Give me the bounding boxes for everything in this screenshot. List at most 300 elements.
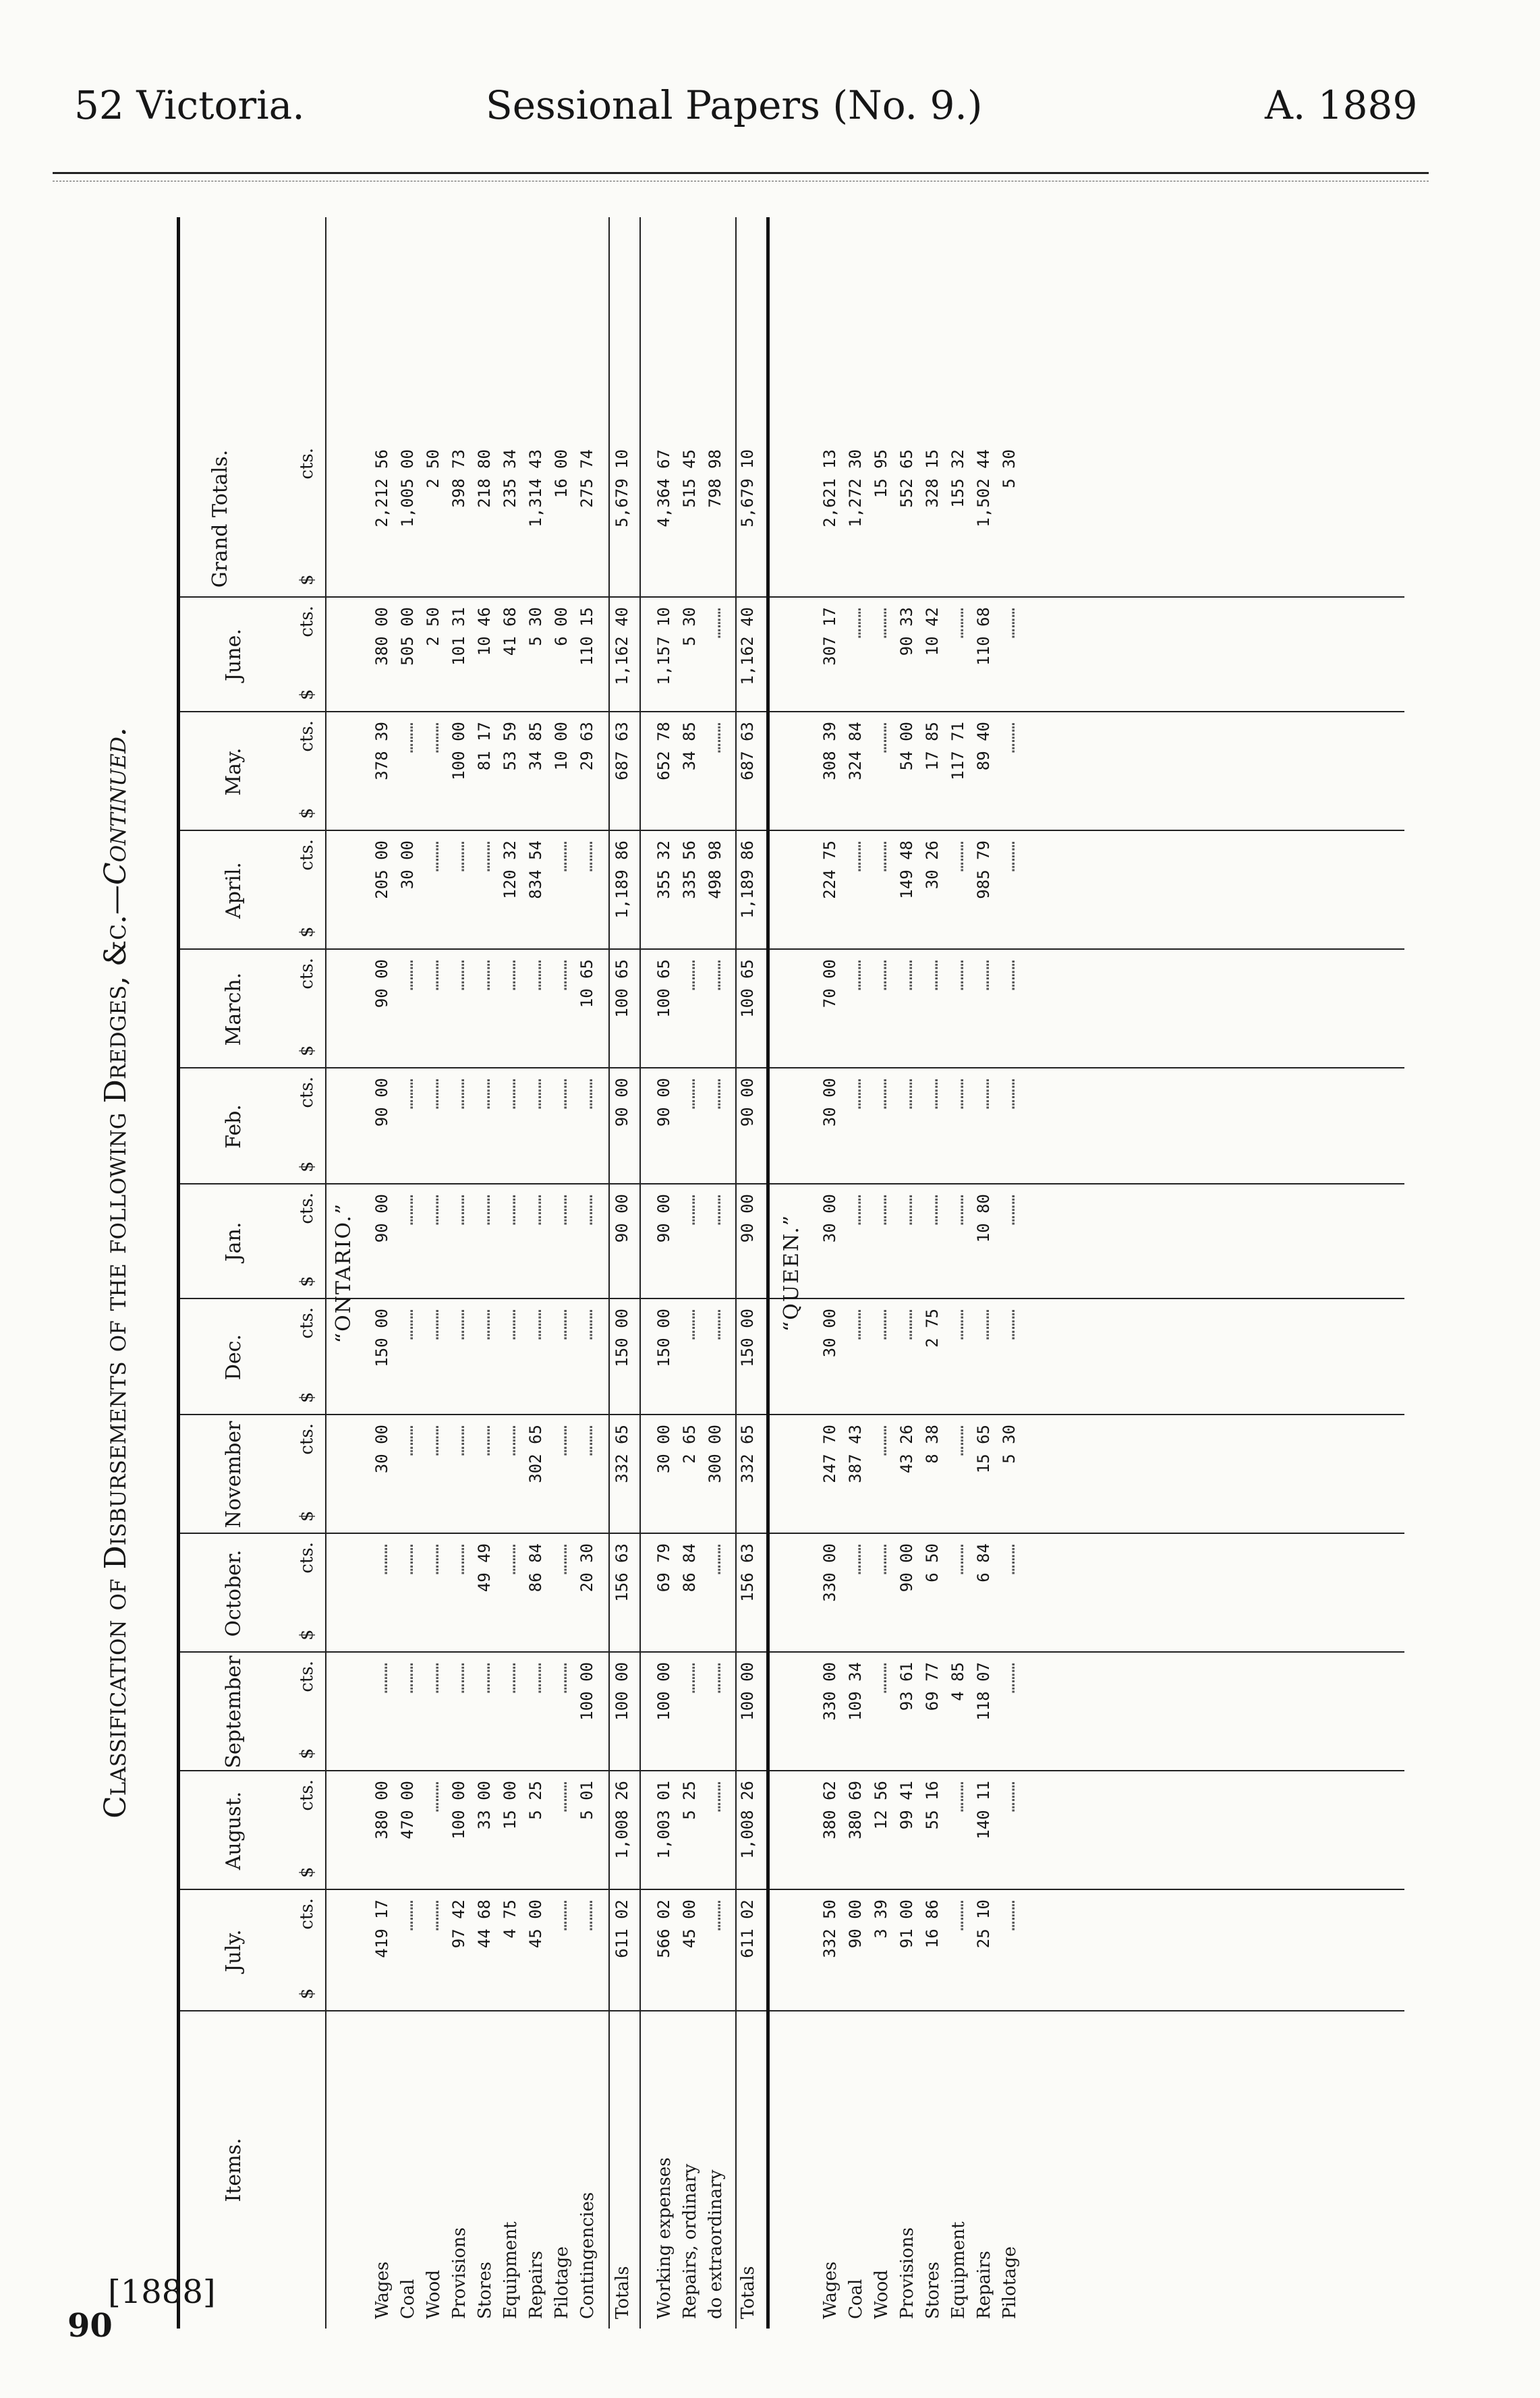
table-cell: 611 02 [612,1900,631,1958]
table-cell: 308 39 [820,722,839,780]
unit-row [291,1771,322,1890]
table-cell: ……… [897,1309,916,1340]
table-cell: ……… [552,1078,571,1110]
unit-row [291,950,322,1068]
unit-row [291,831,322,950]
dollar-label: $ [297,1629,317,1640]
unit-row [291,712,322,831]
table-cell: 44 68 [475,1900,494,1949]
table-cell: ……… [552,959,571,991]
table-cell: ……… [872,1078,890,1110]
table-cell: 332 65 [612,1425,631,1483]
table-cell: 1,005 00 [398,449,417,527]
column-header-label: Feb. [222,1104,246,1149]
row-label: Equipment [948,2221,969,2319]
table-cell: ……… [501,1425,519,1456]
table-cell: ……… [475,1425,494,1456]
cents-label: cts. [297,606,317,637]
table-cell: ……… [552,1781,571,1812]
table-cell: 302 65 [526,1425,545,1483]
row-label: Repairs [526,2250,546,2319]
table-cell: 4 75 [501,1900,519,1939]
dollar-label: $ [297,1866,317,1878]
table-cell: ……… [398,1309,417,1340]
table-cell: 330 00 [820,1662,839,1721]
table-title [89,217,143,2329]
table-cell: ……… [398,959,417,991]
rotated-table-region [89,217,1410,2329]
table-cell: 33 00 [475,1781,494,1830]
table-cell: ……… [1000,1078,1019,1110]
row-label: do extraordinary [706,2169,726,2319]
table-cell: 30 00 [820,1309,839,1358]
row-label: Provisions [897,2227,917,2319]
cents-label: cts. [297,1307,317,1339]
table-cell: 45 00 [526,1900,545,1949]
table-cell: 93 61 [897,1662,916,1711]
table-cell: ……… [552,1194,571,1226]
table-cell: ……… [398,722,417,753]
table-cell: ……… [948,959,967,991]
table-cell: ……… [923,959,942,991]
table-cell: 1,008 26 [612,1781,631,1859]
column-header [177,1415,291,1534]
cents-label: cts. [297,839,317,871]
table-cell: 6 84 [974,1543,993,1582]
table-cell: ……… [475,959,494,991]
row-label: Contingencies [577,2192,598,2319]
table-cell: 398 73 [449,449,468,508]
table-cell: 90 00 [612,1194,631,1243]
row-label: Wages [372,2261,393,2319]
header-right: A. 1889 [1265,82,1418,128]
table-cell: ……… [475,1662,494,1694]
table-cell: 100 00 [449,722,468,780]
row-label: Working expenses [654,2157,675,2319]
table-cell: 1,272 30 [846,449,865,527]
table-cell: 34 85 [680,722,699,771]
table-cell: ……… [577,840,596,872]
unit-row [291,1890,322,2011]
table-cell: ……… [1000,722,1019,753]
table-cell: 1,008 26 [738,1781,757,1859]
table-cell: 552 65 [897,449,916,508]
table-cell: 380 69 [846,1781,865,1839]
table-cell: 355 32 [654,840,673,899]
table-cell: ……… [680,1194,699,1226]
table-cell: ……… [680,1309,699,1340]
table-cell: ……… [706,1078,724,1110]
unit-row [291,598,322,712]
table-cell: 86 84 [680,1543,699,1593]
unit-row [291,1415,322,1534]
table-cell: 90 00 [897,1543,916,1593]
cents-label: cts. [297,1077,317,1108]
table-cell: ……… [398,1543,417,1575]
table-cell: 387 43 [846,1425,865,1483]
table-cell: 30 00 [820,1078,839,1127]
table-cell: ……… [974,1309,993,1340]
column-header-label: June. [222,629,246,681]
table-cell: ……… [1000,840,1019,872]
table-cell: 110 68 [974,607,993,666]
table-cell: 86 84 [526,1543,545,1593]
table-cell: 10 42 [923,607,942,656]
table-cell: 100 00 [612,1662,631,1721]
table-cell: ……… [449,1309,468,1340]
table-cell: 611 02 [738,1900,757,1958]
table-cell: ……… [475,1078,494,1110]
table-cell: ……… [424,1662,443,1694]
column-header-label: Jan. [222,1222,246,1262]
row-label: Pilotage [1000,2246,1020,2319]
table-cell: ……… [706,1543,724,1575]
table-cell: 5,679 10 [738,449,757,527]
section-title: “ONTARIO.” [332,1202,355,1344]
table-cell: ……… [1000,1309,1019,1340]
dollar-label: $ [297,1045,317,1056]
table-cell: ……… [846,607,865,639]
table-cell: 118 07 [974,1662,993,1721]
table-cell: ……… [552,1425,571,1456]
column-header-label: July. [222,1929,246,1972]
table-cell: ……… [552,1543,571,1575]
bracket-year: [1888] [108,2273,216,2311]
table-cell: 34 85 [526,722,545,771]
table-cell: ……… [872,1309,890,1340]
table-cell: 100 65 [654,959,673,1018]
table-cell: ……… [577,1309,596,1340]
table-cell: ……… [501,1194,519,1226]
table-cell: 6 00 [552,607,571,646]
table-cell: 30 00 [654,1425,673,1474]
unit-row [291,1299,322,1415]
table-cell: 140 11 [974,1781,993,1839]
table-cell: ……… [526,1194,545,1226]
table-cell: 205 00 [372,840,391,899]
table-cell: 90 00 [372,1078,391,1127]
row-label: Provisions [449,2227,469,2319]
table-cell: 1,162 40 [738,607,757,685]
table-cell: ……… [872,1194,890,1226]
table-cell: 798 98 [706,449,724,508]
table-cell: ……… [449,840,468,872]
table-cell: ……… [424,959,443,991]
dollar-label: $ [297,807,317,819]
table-cell: 99 41 [897,1781,916,1830]
column-header [177,1771,291,1890]
table-cell: ……… [974,1078,993,1110]
column-header [177,831,291,950]
header-left: 52 Victoria. [74,82,305,128]
column-header [177,440,291,598]
table-cell: 1,189 86 [738,840,757,919]
table-cell: ……… [706,1309,724,1340]
table-cell: 69 77 [923,1662,942,1711]
table-cell: ……… [872,840,890,872]
table-cell: ……… [680,1078,699,1110]
table-cell: ……… [526,1662,545,1694]
table-cell: ……… [948,1543,967,1575]
table-cell: ……… [872,722,890,753]
table-cell: ……… [501,1662,519,1694]
table-cell: ……… [398,1194,417,1226]
table-cell: ……… [501,1078,519,1110]
row-label: Wood [424,2270,444,2319]
row-rule [325,217,326,2329]
table-cell: 3 39 [872,1900,890,1939]
column-header-label: November [222,1421,246,1529]
table-cell: 150 00 [612,1309,631,1367]
table-cell: 41 68 [501,607,519,656]
table-cell: 49 49 [475,1543,494,1593]
table-cell: ……… [897,959,916,991]
table-cell: ……… [449,1425,468,1456]
table-cell: 43 26 [897,1425,916,1474]
table-cell: 419 17 [372,1900,391,1958]
table-cell: 687 63 [738,722,757,780]
dollar-label: $ [297,1161,317,1172]
column-header-label: August. [222,1791,246,1871]
header-center: Sessional Papers (No. 9.) [486,82,983,128]
dollar-label: $ [297,1276,317,1287]
table-cell: ……… [1000,1543,1019,1575]
table-cell: ……… [872,959,890,991]
table-cell: 5 30 [680,607,699,646]
table-cell: ……… [846,1194,865,1226]
table-cell: ……… [424,1194,443,1226]
table-cell: ……… [449,1078,468,1110]
table-cell: 110 15 [577,607,596,666]
table-cell: 328 15 [923,449,942,508]
row-label: Stores [475,2261,495,2319]
table-cell: 90 00 [654,1194,673,1243]
section-title: “QUEEN.” [780,1214,803,1332]
disbursements-table [177,217,1404,2329]
table-cell: ……… [552,1309,571,1340]
table-cell: 834 54 [526,840,545,899]
column-header-label: Dec. [222,1334,246,1381]
column-header-label: October. [222,1549,246,1637]
cents-label: cts. [297,958,317,990]
table-cell: ……… [424,840,443,872]
table-cell: 470 00 [398,1781,417,1839]
table-cell: 5 30 [1000,449,1019,488]
table-cell: 324 84 [846,722,865,780]
table-cell: 117 71 [948,722,967,780]
column-header-label: Items. [222,2138,246,2202]
table-cell: 4,364 67 [654,449,673,527]
cents-label: cts. [297,1661,317,1692]
table-cell: 15 95 [872,449,890,498]
table-cell: ……… [552,1900,571,1931]
table-cell: ……… [872,1425,890,1456]
table-cell: ……… [846,840,865,872]
table-cell: ……… [398,1662,417,1694]
table-cell: ……… [475,1194,494,1226]
table-cell: 378 39 [372,722,391,780]
table-cell: 100 00 [577,1662,596,1721]
cents-label: cts. [297,1193,317,1224]
table-cell: 5 25 [680,1781,699,1820]
table-cell: 70 00 [820,959,839,1008]
table-cell: ……… [706,959,724,991]
table-cell: 10 80 [974,1194,993,1243]
table-cell: 30 00 [372,1425,391,1474]
dollar-label: $ [297,1510,317,1522]
table-cell: ……… [449,1194,468,1226]
table-cell: ……… [948,1781,967,1812]
dollar-label: $ [297,1748,317,1759]
table-cell: ……… [449,1662,468,1694]
column-header [177,950,291,1068]
table-cell: ……… [1000,1781,1019,1812]
table-cell: ……… [1000,1194,1019,1226]
table-cell: 1,314 43 [526,449,545,527]
table-cell: 330 00 [820,1543,839,1602]
table-cell: ……… [948,1900,967,1931]
row-label: Stores [923,2261,943,2319]
table-cell: ……… [577,1078,596,1110]
table-cell: 90 00 [372,1194,391,1243]
table-cell: ……… [1000,1900,1019,1931]
table-cell: 687 63 [612,722,631,780]
table-cell: 45 00 [680,1900,699,1949]
table-cell: 20 30 [577,1543,596,1593]
table-cell: ……… [706,1662,724,1694]
table-cell: 109 34 [846,1662,865,1721]
table-cell: ……… [424,722,443,753]
table-cell: ……… [424,1543,443,1575]
column-header [177,1534,291,1653]
table-cell: 150 00 [372,1309,391,1367]
table-cell: 54 00 [897,722,916,771]
table-cell: 156 63 [612,1543,631,1602]
table-cell: ……… [974,959,993,991]
table-cell: 30 26 [923,840,942,890]
row-label: Repairs [974,2250,994,2319]
table-title-continued: —Continued. [98,727,133,915]
table-cell: ……… [948,1194,967,1226]
dollar-label: $ [297,1392,317,1403]
table-cell: 1,502 44 [974,449,993,527]
table-cell: 335 56 [680,840,699,899]
column-header [177,1068,291,1184]
table-cell: 5 30 [526,607,545,646]
table-cell: 6 50 [923,1543,942,1582]
cents-label: cts. [297,448,317,480]
table-cell: 100 00 [449,1781,468,1839]
table-cell: ……… [526,959,545,991]
cents-label: cts. [297,720,317,752]
row-label: Equipment [501,2221,521,2319]
table-cell: 1,003 01 [654,1781,673,1859]
table-cell: ……… [948,1078,967,1110]
table-cell: 90 00 [372,959,391,1008]
table-cell: 149 48 [897,840,916,899]
table-cell: 5 25 [526,1781,545,1820]
table-cell: ……… [1000,959,1019,991]
table-cell: 100 00 [738,1662,757,1721]
table-cell: ……… [424,1781,443,1812]
table-cell: ……… [398,1425,417,1456]
row-rule [735,217,737,2329]
table-cell: ……… [1000,607,1019,639]
table-cell: 235 34 [501,449,519,508]
table-cell: ……… [552,1662,571,1694]
table-cell: 16 86 [923,1900,942,1949]
column-header-label: Grand Totals. [208,449,232,588]
column-header [177,1653,291,1771]
table-cell: 90 00 [738,1194,757,1243]
column-header-label: May. [222,747,246,796]
table-cell: ……… [923,1078,942,1110]
table-cell: ……… [501,959,519,991]
table-cell: ……… [552,840,571,872]
table-cell: ……… [475,1309,494,1340]
table-cell: ……… [424,1425,443,1456]
dollar-label: $ [297,926,317,938]
table-cell: 15 65 [974,1425,993,1474]
table-cell: 97 42 [449,1900,468,1949]
table-cell: 2,621 13 [820,449,839,527]
table-cell: 300 00 [706,1425,724,1483]
row-label: Coal [846,2279,866,2319]
table-cell: 100 65 [738,959,757,1018]
table-cell: ……… [948,1425,967,1456]
table-cell: ……… [526,1309,545,1340]
table-cell: 10 00 [552,722,571,771]
row-label: Totals [612,2266,633,2319]
unit-row [291,1534,322,1653]
table-cell: 275 74 [577,449,596,508]
cents-label: cts. [297,1779,317,1811]
unit-row [291,1184,322,1299]
cents-label: cts. [297,1898,317,1930]
table-cell: 69 79 [654,1543,673,1593]
table-cell: 224 75 [820,840,839,899]
table-cell: 30 00 [398,840,417,890]
table-cell: ……… [897,1078,916,1110]
table-cell: ……… [372,1543,391,1575]
table-cell: 12 56 [872,1781,890,1830]
table-cell: ……… [897,1194,916,1226]
table-cell: ……… [846,1543,865,1575]
table-cell: 29 63 [577,722,596,771]
table-cell: ……… [577,1425,596,1456]
table-cell: ……… [706,1900,724,1931]
table-cell: 91 00 [897,1900,916,1949]
table-cell: 10 46 [475,607,494,656]
table-cell: 380 00 [372,607,391,666]
table-cell: ……… [948,1309,967,1340]
table-cell: ……… [872,1662,890,1694]
table-cell: ……… [1000,1662,1019,1694]
table-cell: ……… [424,1900,443,1931]
row-label: Totals [738,2266,758,2319]
dollar-label: $ [297,1988,317,1999]
cents-label: cts. [297,1423,317,1455]
table-cell: ……… [846,1309,865,1340]
table-cell: 4 85 [948,1662,967,1701]
table-cell: 25 10 [974,1900,993,1949]
row-rule [177,217,180,2329]
table-cell: 2 50 [424,607,443,646]
table-cell: ……… [680,959,699,991]
header-rule [53,172,1429,174]
table-cell: ……… [424,1309,443,1340]
table-cell: 156 63 [738,1543,757,1602]
